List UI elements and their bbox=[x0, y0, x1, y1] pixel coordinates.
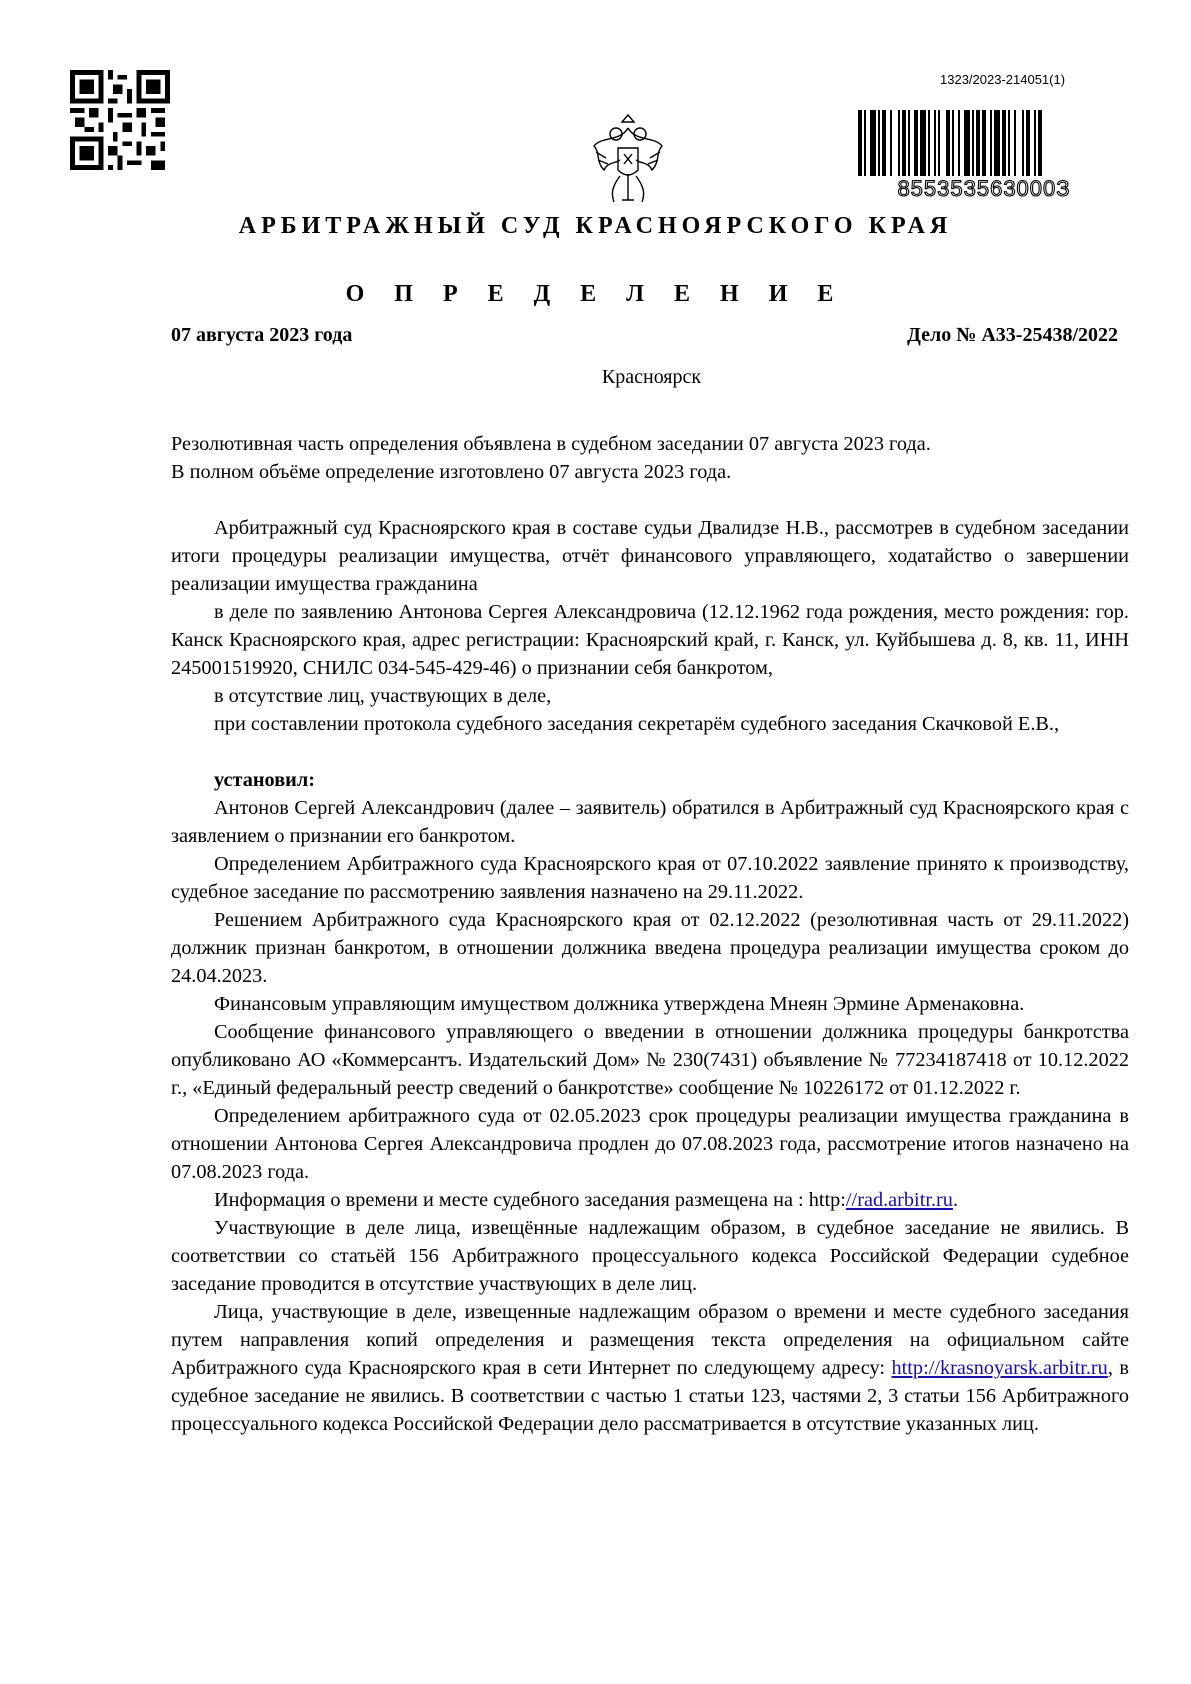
paragraph bbox=[171, 1298, 1129, 1438]
paragraph-text: . bbox=[952, 1189, 959, 1211]
barcode-bar bbox=[1014, 110, 1016, 176]
case-number: Дело № А33-25438/2022 bbox=[907, 324, 1118, 346]
paragraph: Антонов Сергей Александрович (далее – заявитель) обратился в Арбитражный суд Красноярского края с заявлением о признании его банкротом. bbox=[171, 797, 1129, 847]
barcode bbox=[856, 110, 1112, 200]
barcode-bar bbox=[864, 110, 866, 176]
barcode-bar bbox=[938, 110, 940, 176]
paragraph-text: , в судебное заседание не явились. В соответствии с частью 1 статьи 123, частями 2, 3 статьи 156 Арбитражного процессуального кодекса Российской Федерации дело рассматривается в отсутствие указанных лиц. bbox=[171, 1357, 1129, 1435]
barcode-digits: 855353563000З bbox=[897, 176, 1071, 200]
barcode-bar bbox=[1038, 110, 1042, 176]
paragraph: Сообщение финансового управляющего о введении в отношении должника процедуры банкротства опубликовано АО «Коммерсантъ. Издательский Дом» № 230(7431) объявление № 77234187418 от 10.12.2022 г., «Единый федеральный реестр сведений о банкротстве» сообщение № 10226172 от 01.12.2022 г. bbox=[171, 1021, 1129, 1099]
barcode-bar bbox=[878, 110, 880, 176]
barcode-bar bbox=[928, 110, 930, 176]
intro-block bbox=[171, 430, 1129, 486]
barcode-bar bbox=[920, 110, 926, 176]
barcode-bar bbox=[982, 110, 986, 176]
paragraph: Определением арбитражного суда от 02.05.2023 срок процедуры реализации имущества гражданина в отношении Антонова Сергея Александровича продлен до 07.08.2023 года, рассмотрение итогов назначено на 07.08.2023 года. bbox=[171, 1105, 1129, 1183]
barcode-bar bbox=[1022, 110, 1024, 176]
qr-code bbox=[70, 70, 170, 170]
paragraph-text: Информация о времени и месте судебного заседания размещена на : http: bbox=[214, 1189, 846, 1211]
paragraph: Определением Арбитражного суда Красноярского края от 07.10.2022 заявление принято к производству, судебное заседание по рассмотрению заявления назначено на 29.11.2022. bbox=[171, 853, 1129, 903]
barcode-bar bbox=[1026, 110, 1030, 176]
barcode-bar bbox=[1034, 110, 1036, 176]
intro-line-2: В полном объёме определение изготовлено 07 августа 2023 года. bbox=[171, 461, 732, 483]
barcode-bar bbox=[952, 110, 954, 176]
document-date: 07 августа 2023 года bbox=[171, 324, 353, 346]
rad-arbitr-link[interactable]: //rad.arbitr.ru bbox=[845, 1189, 953, 1211]
city: Красноярск bbox=[601, 366, 702, 388]
barcode-bar bbox=[1002, 110, 1006, 176]
barcode-bar bbox=[890, 110, 892, 176]
barcode-bar bbox=[934, 110, 936, 176]
barcode-bar bbox=[858, 110, 862, 176]
paragraph: Решением Арбитражного суда Красноярского края от 02.12.2022 (резолютивная часть от 29.11.2022) должник признан банкротом, в отношении должника введена процедура реализации имущества сроком до 24.04.2023. bbox=[171, 909, 1129, 987]
barcode-bar bbox=[990, 110, 992, 176]
paragraph-text: Лица, участвующие в деле, извещенные надлежащим образом о времени и месте судебного заседания путем направления копий определения и размещения текста определения на официальном сайте Арбитражного суда Красноярского края в сети Интернет по следующему адресу: bbox=[171, 1301, 1129, 1379]
barcode-bar bbox=[882, 110, 886, 176]
intro-line-1: Резолютивная часть определения объявлена в судебном заседании 07 августа 2023 года. bbox=[171, 433, 931, 455]
barcode-bar bbox=[958, 110, 960, 176]
court-name: АРБИТРАЖНЫЙ СУД КРАСНОЯРСКОГО КРАЯ bbox=[238, 213, 953, 239]
paragraph bbox=[171, 1186, 1129, 1214]
preamble-paragraph: при составлении протокола судебного заседания секретарём судебного заседания Скачковой Е.В., bbox=[214, 713, 1060, 735]
barcode-bar bbox=[994, 110, 1000, 176]
barcode-bar bbox=[898, 110, 900, 176]
section-heading: установил: bbox=[214, 769, 315, 791]
barcode-bar bbox=[972, 110, 974, 176]
barcode-bar bbox=[870, 110, 876, 176]
preamble-paragraph: в деле по заявлению Антонова Сергея Александровича (12.12.1962 года рождения, место рождения: гор. Канск Красноярского края, адрес регистрации: Красноярский край, г. Канск, ул. Куйбышева д. 8, кв. 11, ИНН 245001519920, СНИЛС 034-545-429-46) о признании себя банкротом, bbox=[171, 601, 1129, 679]
preamble-paragraph: в отсутствие лиц, участвующих в деле, bbox=[214, 685, 552, 707]
krasnoyarsk-arbitr-link[interactable]: http://krasnoyarsk.arbitr.ru bbox=[891, 1357, 1108, 1379]
barcode-bar bbox=[976, 110, 980, 176]
paragraph: Участвующие в деле лица, извещённые надлежащим образом, в судебное заседание не явились. В соответствии со статьёй 156 Арбитражного процессуального кодекса Российской Федерации судебное заседание проводится в отсутствие участвующих в деле лиц. bbox=[171, 1217, 1129, 1295]
barcode-bar bbox=[902, 110, 906, 176]
document-type: О П Р Е Д Е Л Е Н И Е bbox=[345, 281, 846, 307]
document-id: 1323/2023-214051(1) bbox=[940, 72, 1066, 87]
barcode-bar bbox=[964, 110, 970, 176]
preamble-paragraph: Арбитражный суд Красноярского края в составе судьи Двалидзе Н.В., рассмотрев в судебном заседании итоги процедуры реализации имущества, отчёт финансового управляющего, ходатайство о завершении реализации имущества гражданина bbox=[171, 517, 1129, 595]
barcode-bar bbox=[914, 110, 918, 176]
barcode-bar bbox=[946, 110, 950, 176]
paragraph: Финансовым управляющим имуществом должника утверждена Мнеян Эрмине Арменаковна. bbox=[214, 993, 1025, 1015]
barcode-bar bbox=[1008, 110, 1010, 176]
barcode-bar bbox=[908, 110, 910, 176]
main-text bbox=[171, 514, 1129, 1438]
coat-of-arms-emblem bbox=[590, 112, 666, 208]
